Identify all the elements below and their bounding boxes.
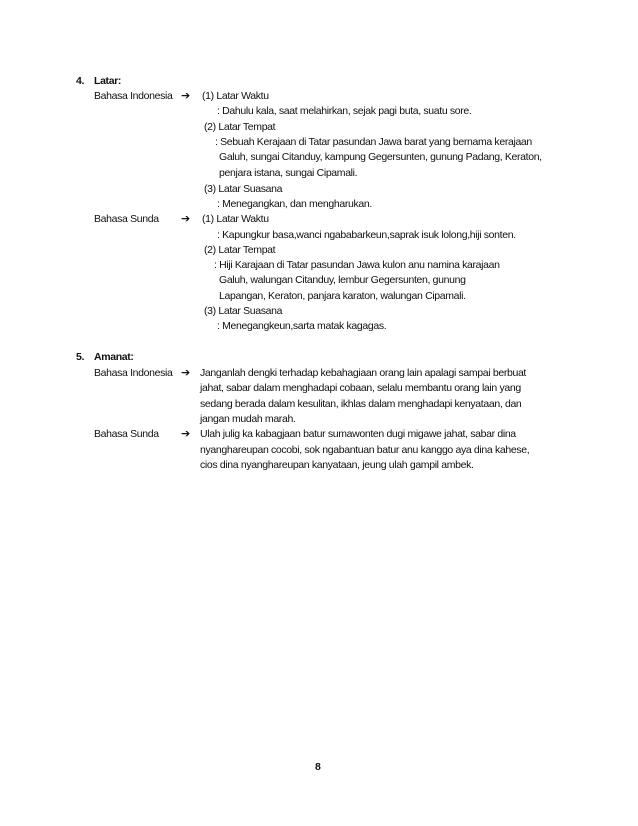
latar-indonesia-tempat-line: : Sebuah Kerajaan di Tatar pasundan Jawa barat yang bernama kerajaan	[215, 136, 532, 148]
amanat-heading: Amanat:	[94, 351, 134, 363]
latar-indonesia-tempat-line: penjara istana, sungai Cipamali.	[219, 167, 358, 179]
latar-sunda-tempat-line: Lapangan, Keraton, panjara karaton, walungan Cipamali.	[219, 290, 466, 302]
latar-sunda-suasana-title: (3) Latar Suasana	[204, 305, 283, 317]
latar-indonesia-label: Bahasa Indonesia	[94, 90, 173, 102]
amanat-sunda-line: Ulah julig ka kabagjaan batur sumawonten dugi migawe jahat, sabar dina	[200, 428, 516, 440]
amanat-sunda-line: cios dina nyanghareupan kanyataan, jeung ulah gampil ambek.	[200, 459, 474, 471]
latar-sunda-tempat-line: Galuh, walungan Citanduy, lembur Gegersunten, gunung	[219, 274, 466, 286]
page-number: 8	[315, 761, 321, 773]
latar-sunda-waktu-text: : Kapungkur basa,wanci ngababarkeun,saprak isuk lolong,hiji sonten.	[217, 229, 516, 241]
latar-indonesia-tempat-title: (2) Latar Tempat	[204, 121, 276, 133]
latar-heading: Latar:	[94, 75, 122, 87]
latar-sunda-tempat-line: : Hiji Karajaan di Tatar pasundan Jawa kulon anu namina karajaan	[214, 259, 500, 271]
latar-sunda-tempat-title: (2) Latar Tempat	[204, 244, 276, 256]
latar-indonesia-suasana-title: (3) Latar Suasana	[204, 183, 283, 195]
amanat-sunda-label: Bahasa Sunda	[94, 428, 159, 440]
latar-indonesia-tempat-line: Galuh, sungai Citanduy, kampung Gegersunten, gunung Padang, Keraton,	[219, 151, 542, 163]
latar-indonesia-suasana-text: : Menegangkan, dan mengharukan.	[217, 198, 372, 210]
amanat-number: 5.	[76, 351, 85, 363]
latar-sunda-waktu-title: (1) Latar Waktu	[202, 213, 269, 225]
arrow-right-icon: ➔	[181, 213, 191, 225]
amanat-indonesia-line: sedang berada dalam kesulitan, ikhlas dalam menghadapi kenyataan, dan	[200, 398, 522, 410]
latar-indonesia-waktu-text: : Dahulu kala, saat melahirkan, sejak pagi buta, suatu sore.	[217, 105, 472, 117]
arrow-right-icon: ➔	[181, 367, 191, 379]
amanat-sunda-line: nyanghareupan cocobi, sok ngabantuan batur anu kanggo aya dina kahese,	[200, 444, 530, 456]
arrow-right-icon: ➔	[181, 90, 191, 102]
amanat-indonesia-line: Janganlah dengki terhadap kebahagiaan orang lain apalagi sampai berbuat	[200, 367, 527, 379]
latar-sunda-label: Bahasa Sunda	[94, 213, 159, 225]
amanat-indonesia-line: jangan mudah marah.	[200, 413, 296, 425]
amanat-indonesia-label: Bahasa Indonesia	[94, 367, 173, 379]
amanat-indonesia-line: jahat, sabar dalam menghadapi cobaan, selalu membantu orang lain yang	[200, 382, 521, 394]
latar-number: 4.	[76, 75, 85, 87]
latar-indonesia-waktu-title: (1) Latar Waktu	[202, 90, 269, 102]
latar-sunda-suasana-text: : Menegangkeun,sarta matak kagagas.	[217, 320, 387, 332]
arrow-right-icon: ➔	[181, 428, 191, 440]
